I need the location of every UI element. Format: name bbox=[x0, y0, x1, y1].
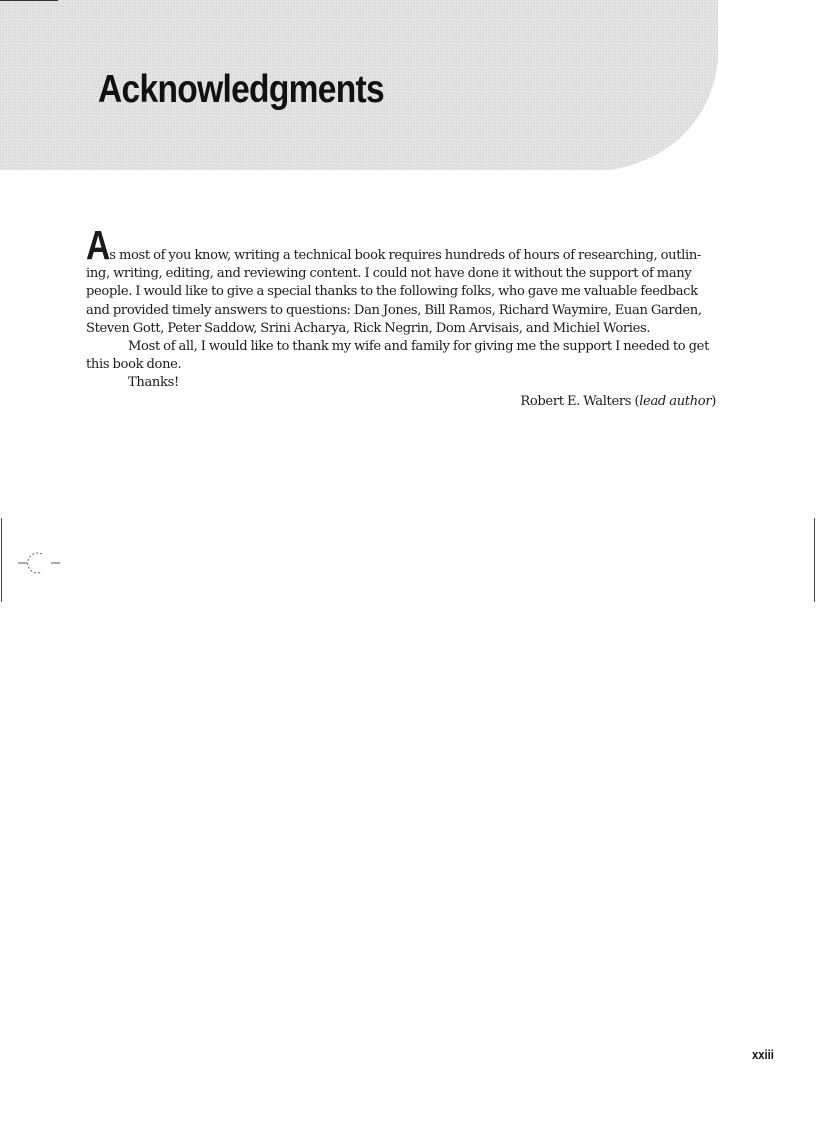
text-line bbox=[86, 222, 726, 268]
signature-paragraph bbox=[86, 393, 726, 411]
text-line: and provided timely answers to questions: Dan Jones, Bill Ramos, Richard Waymire, Euan Garden, bbox=[86, 302, 702, 318]
signature-name: Robert E. Walters ( bbox=[520, 393, 640, 409]
page-title: Acknowledgments bbox=[98, 68, 385, 111]
text-line: people. I would like to give a special thanks to the following folks, who gave me valuable feedback bbox=[86, 284, 698, 300]
text-line: Most of all, I would like to thank my wife and family for giving me the support I needed to get bbox=[128, 339, 709, 355]
signature-close: ) bbox=[711, 393, 716, 409]
closing-text: Thanks! bbox=[128, 375, 179, 391]
closing-paragraph bbox=[86, 374, 726, 392]
registration-mark-left bbox=[0, 518, 70, 602]
signature bbox=[86, 393, 726, 411]
signature-role: lead author bbox=[639, 393, 712, 409]
page-number: xxiii bbox=[752, 1048, 774, 1062]
text-line: this book done. bbox=[86, 357, 182, 373]
registration-mark-right bbox=[812, 518, 816, 602]
text-line-content: s most of you know, writing a technical book requires hundreds of hours of researching, outlin- bbox=[109, 248, 701, 263]
drop-cap: A bbox=[86, 222, 110, 268]
text-line: ing, writing, editing, and reviewing content. I could not have done it without the support of many bbox=[86, 266, 692, 282]
acknowledgments-body bbox=[86, 222, 726, 411]
top-rule bbox=[0, 0, 58, 1]
paragraph-2 bbox=[86, 338, 726, 374]
paragraph-1 bbox=[86, 222, 726, 338]
text-line: Steven Gott, Peter Saddow, Srini Acharya, Rick Negrin, Dom Arvisais, and Michiel Wories. bbox=[86, 320, 651, 336]
